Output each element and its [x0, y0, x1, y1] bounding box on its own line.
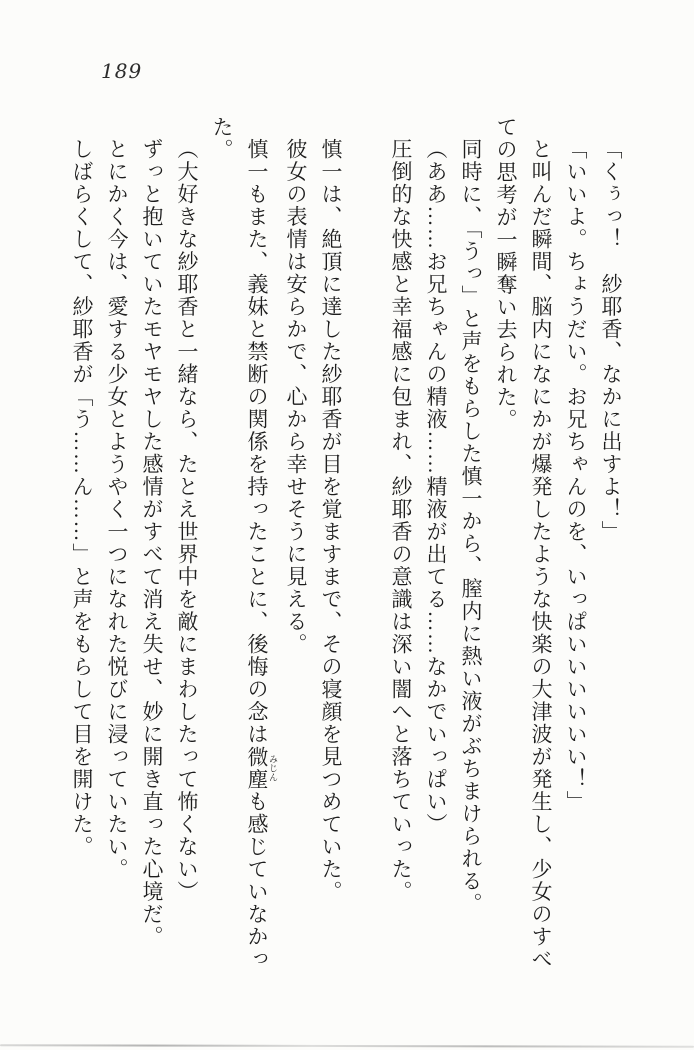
blank-column: [348, 116, 383, 978]
text-column: 彼女の表情は安らかで、心から幸せそうに見える。: [284, 138, 308, 656]
text-column: （ああ……お兄ちゃんの精液……精液が出てる……なかでいっぱい）: [424, 138, 448, 836]
furigana: みじん: [268, 745, 278, 791]
scan-edge-artifact: [0, 1044, 694, 1047]
text-column: しばらくして、紗耶香が「う……ん……」と声をもらして目を開けた。: [70, 138, 94, 858]
text-columns: [64, 116, 628, 978]
text-column: と叫んだ瞬間、脳内になにかが爆発したような快楽の大津波が発生し、少女のすべ: [529, 138, 553, 971]
page-number: 189: [101, 59, 143, 83]
text-column: （大好きな紗耶香と一緒なら、たとえ世界中を敵にまわしたって怖くない）: [175, 138, 199, 903]
text-column: 圧倒的な快感と幸福感に包まれ、紗耶香の意識は深い闇へと落ちていった。: [389, 138, 413, 903]
text-column: ての思考が一瞬奪い去られた。: [494, 116, 518, 431]
text-column: ずっと抱いていたモヤモヤした感情がすべて消え失せ、妙に開き直った心境だ。: [140, 138, 164, 948]
text-column: 慎一もまた、義妹と禁断の関係を持ったことに、後悔の念は微塵 みじんも感じていなかっ: [245, 138, 278, 971]
text-column: 「くぅっ！ 紗耶香、なかに出すよ！」: [599, 138, 623, 543]
text-column: 「いいよ。ちょうだい。お兄ちゃんのを、いっぱいいいいいい！」: [564, 138, 588, 813]
text-column: とにかく今は、愛する少女とようやく一つになれた悦びに浸っていたい。: [105, 138, 129, 881]
text-column: 同時に、「うっ」と声をもらした慎一から、膣内に熱い液がぶちまけられる。: [459, 138, 483, 915]
ruby-annotated-word: 微塵 みじん: [245, 745, 278, 791]
text-column: た。: [210, 116, 234, 161]
text-column: 慎一は、絶頂に達した紗耶香が目を覚ますまで、その寝顔を見つめていた。: [319, 138, 343, 903]
